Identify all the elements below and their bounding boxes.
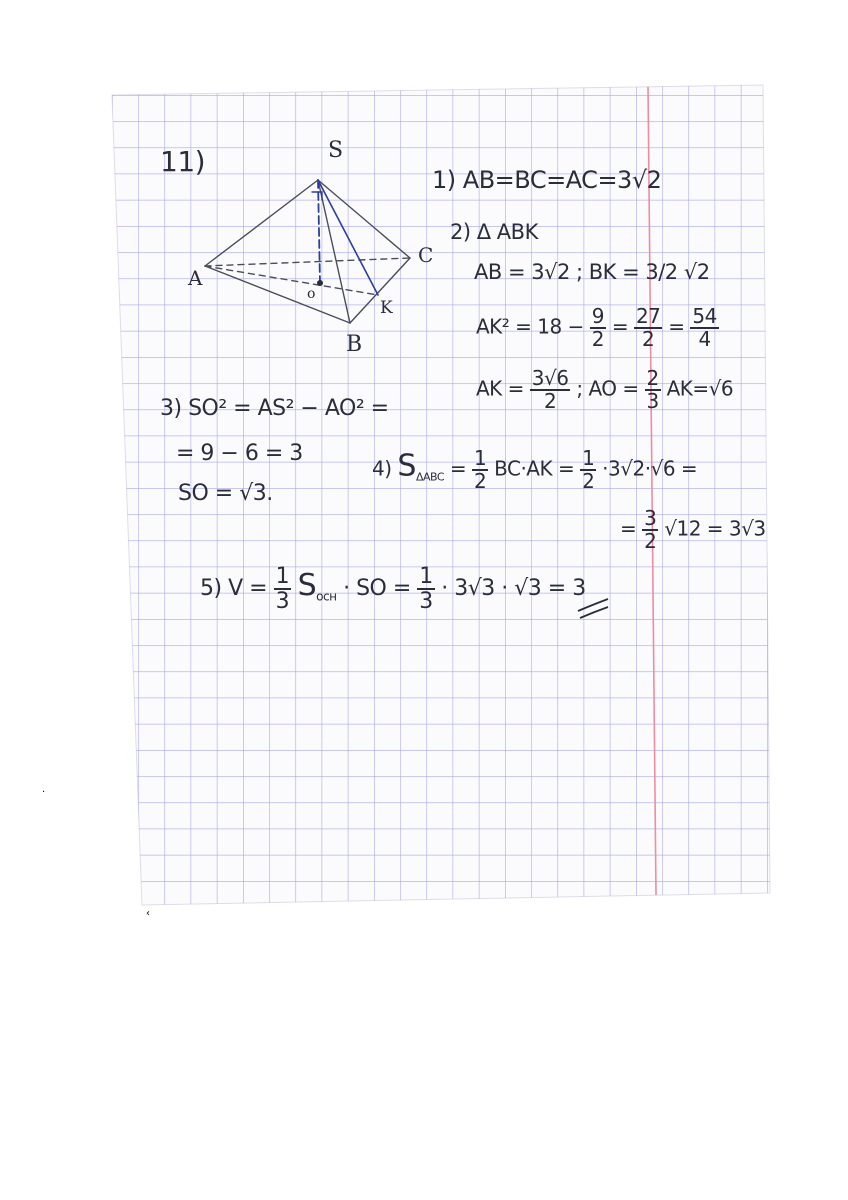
vertex-label-a: A xyxy=(188,266,202,290)
scan-speck: · xyxy=(42,787,46,798)
step-2-ak-squared: AK² = 18 − $\frac{9}{2}$ = $\frac{27}{2}$ = $\frac{54}{4}$ xyxy=(476,304,717,351)
step-2-ak: AK = $\frac{3√6}{2}$ ; AO = $\frac{2}{3}$ AK=√6 xyxy=(476,366,734,413)
step-2-number: 2) xyxy=(450,220,471,244)
vertex-label-b: B xyxy=(346,332,362,357)
step-1-number: 1) xyxy=(432,166,456,194)
problem-number: 11) xyxy=(160,145,206,178)
vertex-label-c: C xyxy=(418,243,433,267)
step-2-triangle: Δ ABK xyxy=(476,220,538,244)
scan-speck: ‹ xyxy=(146,908,150,919)
point-o xyxy=(317,280,323,286)
step-1 xyxy=(432,168,661,192)
point-label-k: K xyxy=(380,298,393,318)
step-4-line1: 4) $S_{\Delta ABC}$ = $\frac{1}{2}$ BC·AK = $\frac{1}{2}$ ·3√2·√6 = xyxy=(372,446,698,493)
step-2-line1: AB = 3√2 ; BK = 3/2 √2 xyxy=(474,260,710,284)
step-3-line2: = 9 − 6 = 3 xyxy=(176,441,303,466)
step-2-title xyxy=(450,222,538,243)
step-3-line3: SO = √3. xyxy=(178,481,273,506)
step-4-line2: = $\frac{3}{2}$ √12 = 3√3 xyxy=(620,506,766,553)
step-1-text: AB=BC=AC=3√2 xyxy=(462,166,662,194)
step-3-line1: 3) SO² = AS² − AO² = xyxy=(160,396,389,421)
step-5: 5) V = $\frac{1}{3}$ $S_{осн}$ · SO = $\frac{1}{3}$ · 3√3 · √3 = 3 xyxy=(200,564,586,615)
vertex-label-s: S xyxy=(328,138,343,163)
point-label-o: o xyxy=(307,286,315,302)
